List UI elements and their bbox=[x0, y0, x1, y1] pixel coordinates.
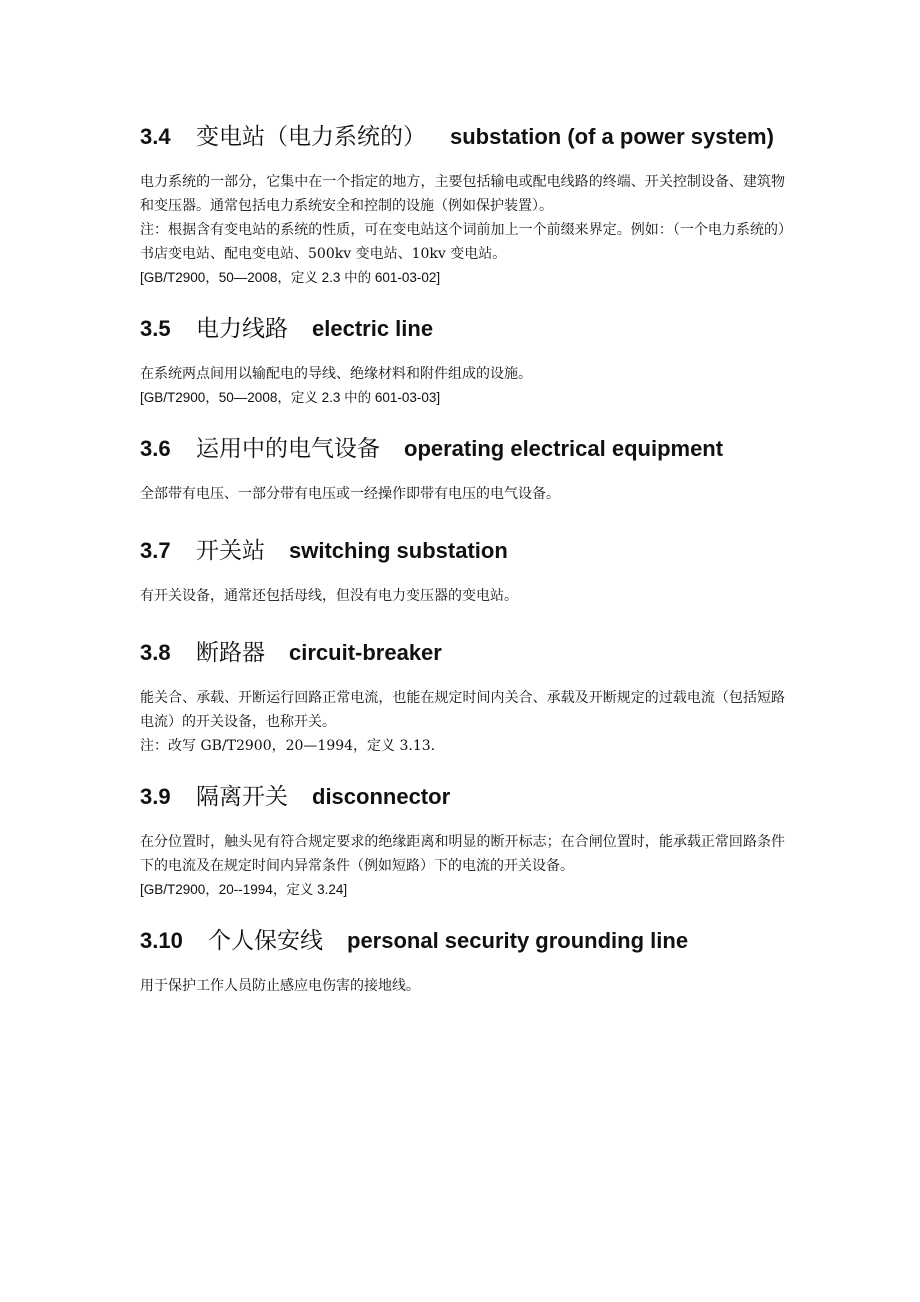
definition-text: 有开关设备，通常还包括母线，但没有电力变压器的变电站。 bbox=[140, 588, 518, 604]
section-title-en: personal security grounding line bbox=[347, 928, 689, 953]
section-title-en: electric line bbox=[312, 316, 434, 341]
section-heading bbox=[140, 634, 785, 672]
section-body bbox=[140, 830, 785, 902]
section-3-7 bbox=[140, 532, 785, 608]
section-title-cn: 运用中的电气设备 bbox=[196, 436, 380, 462]
definition-text: 在分位置时，触头见有符合规定要求的绝缘距离和明显的断开标志；在合闸位置时，能承载正常回路条件下的电流及在规定时间内异常条件（例如短路）下的电流的开关设备。 bbox=[140, 834, 785, 874]
section-title-cn: 开关站 bbox=[196, 538, 265, 564]
section-body bbox=[140, 482, 785, 506]
section-number: 3.10 bbox=[140, 928, 183, 953]
section-body bbox=[140, 974, 785, 998]
section-number: 3.4 bbox=[140, 124, 171, 149]
section-heading bbox=[140, 430, 785, 468]
section-body bbox=[140, 686, 785, 758]
definition-text: 在系统两点间用以输配电的导线、绝缘材料和附件组成的设施。 bbox=[140, 366, 532, 382]
section-number: 3.8 bbox=[140, 640, 171, 665]
definition-text: 用于保护工作人员防止感应电伤害的接地线。 bbox=[140, 978, 420, 994]
section-heading bbox=[140, 310, 785, 348]
section-title-en: circuit-breaker bbox=[289, 640, 442, 665]
section-heading bbox=[140, 778, 785, 816]
section-body bbox=[140, 584, 785, 608]
definition-text: 电力系统的一部分，它集中在一个指定的地方，主要包括输电或配电线路的终端、开关控制设备、建筑物和变压器。通常包括电力系统安全和控制的设施（例如保护装置）。 bbox=[140, 174, 785, 214]
reference-text: [GB/T2900，20--1994，定义 3.24] bbox=[140, 882, 348, 897]
section-number: 3.5 bbox=[140, 316, 171, 341]
section-body bbox=[140, 362, 785, 410]
section-title-cn: 隔离开关 bbox=[196, 784, 288, 810]
section-title-en: operating electrical equipment bbox=[404, 436, 724, 461]
section-body bbox=[140, 170, 785, 290]
section-number: 3.6 bbox=[140, 436, 171, 461]
section-heading bbox=[140, 118, 785, 156]
note-text: 注：改写 GB/T2900，20—1994，定义 3.13. bbox=[140, 738, 436, 754]
section-3-10 bbox=[140, 922, 785, 998]
definition-text: 能关合、承载、开断运行回路正常电流，也能在规定时间内关合、承载及开断规定的过载电流（包括短路电流）的开关设备，也称开关。 bbox=[140, 690, 785, 730]
section-title-en: switching substation bbox=[289, 538, 508, 563]
section-3-9 bbox=[140, 778, 785, 902]
section-number: 3.9 bbox=[140, 784, 171, 809]
section-3-5 bbox=[140, 310, 785, 410]
reference-text: [GB/T2900，50—2008，定义 2.3 中的 601-03-03] bbox=[140, 390, 441, 405]
section-title-en: substation (of a power system) bbox=[450, 124, 774, 149]
document-page bbox=[140, 118, 785, 998]
section-3-4 bbox=[140, 118, 785, 290]
section-title-cn: 个人保安线 bbox=[208, 928, 323, 954]
reference-text: [GB/T2900，50—2008，定义 2.3 中的 601-03-02] bbox=[140, 270, 441, 285]
definition-text: 全部带有电压、一部分带有电压或一经操作即带有电压的电气设备。 bbox=[140, 486, 560, 502]
section-title-cn: 电力线路 bbox=[196, 316, 288, 342]
section-3-6 bbox=[140, 430, 785, 506]
section-title-cn: 断路器 bbox=[196, 640, 265, 666]
section-heading bbox=[140, 532, 785, 570]
section-title-en: disconnector bbox=[312, 784, 451, 809]
note-text: 注：根据含有变电站的系统的性质，可在变电站这个词前加上一个前缀来界定。例如：（一个电力系统的）书店变电站、配电变电站、500kv 变电站、10kv 变电站。 bbox=[140, 222, 785, 262]
section-3-8 bbox=[140, 634, 785, 758]
section-title-cn: 变电站（电力系统的） bbox=[196, 124, 426, 150]
section-number: 3.7 bbox=[140, 538, 171, 563]
section-heading bbox=[140, 922, 785, 960]
